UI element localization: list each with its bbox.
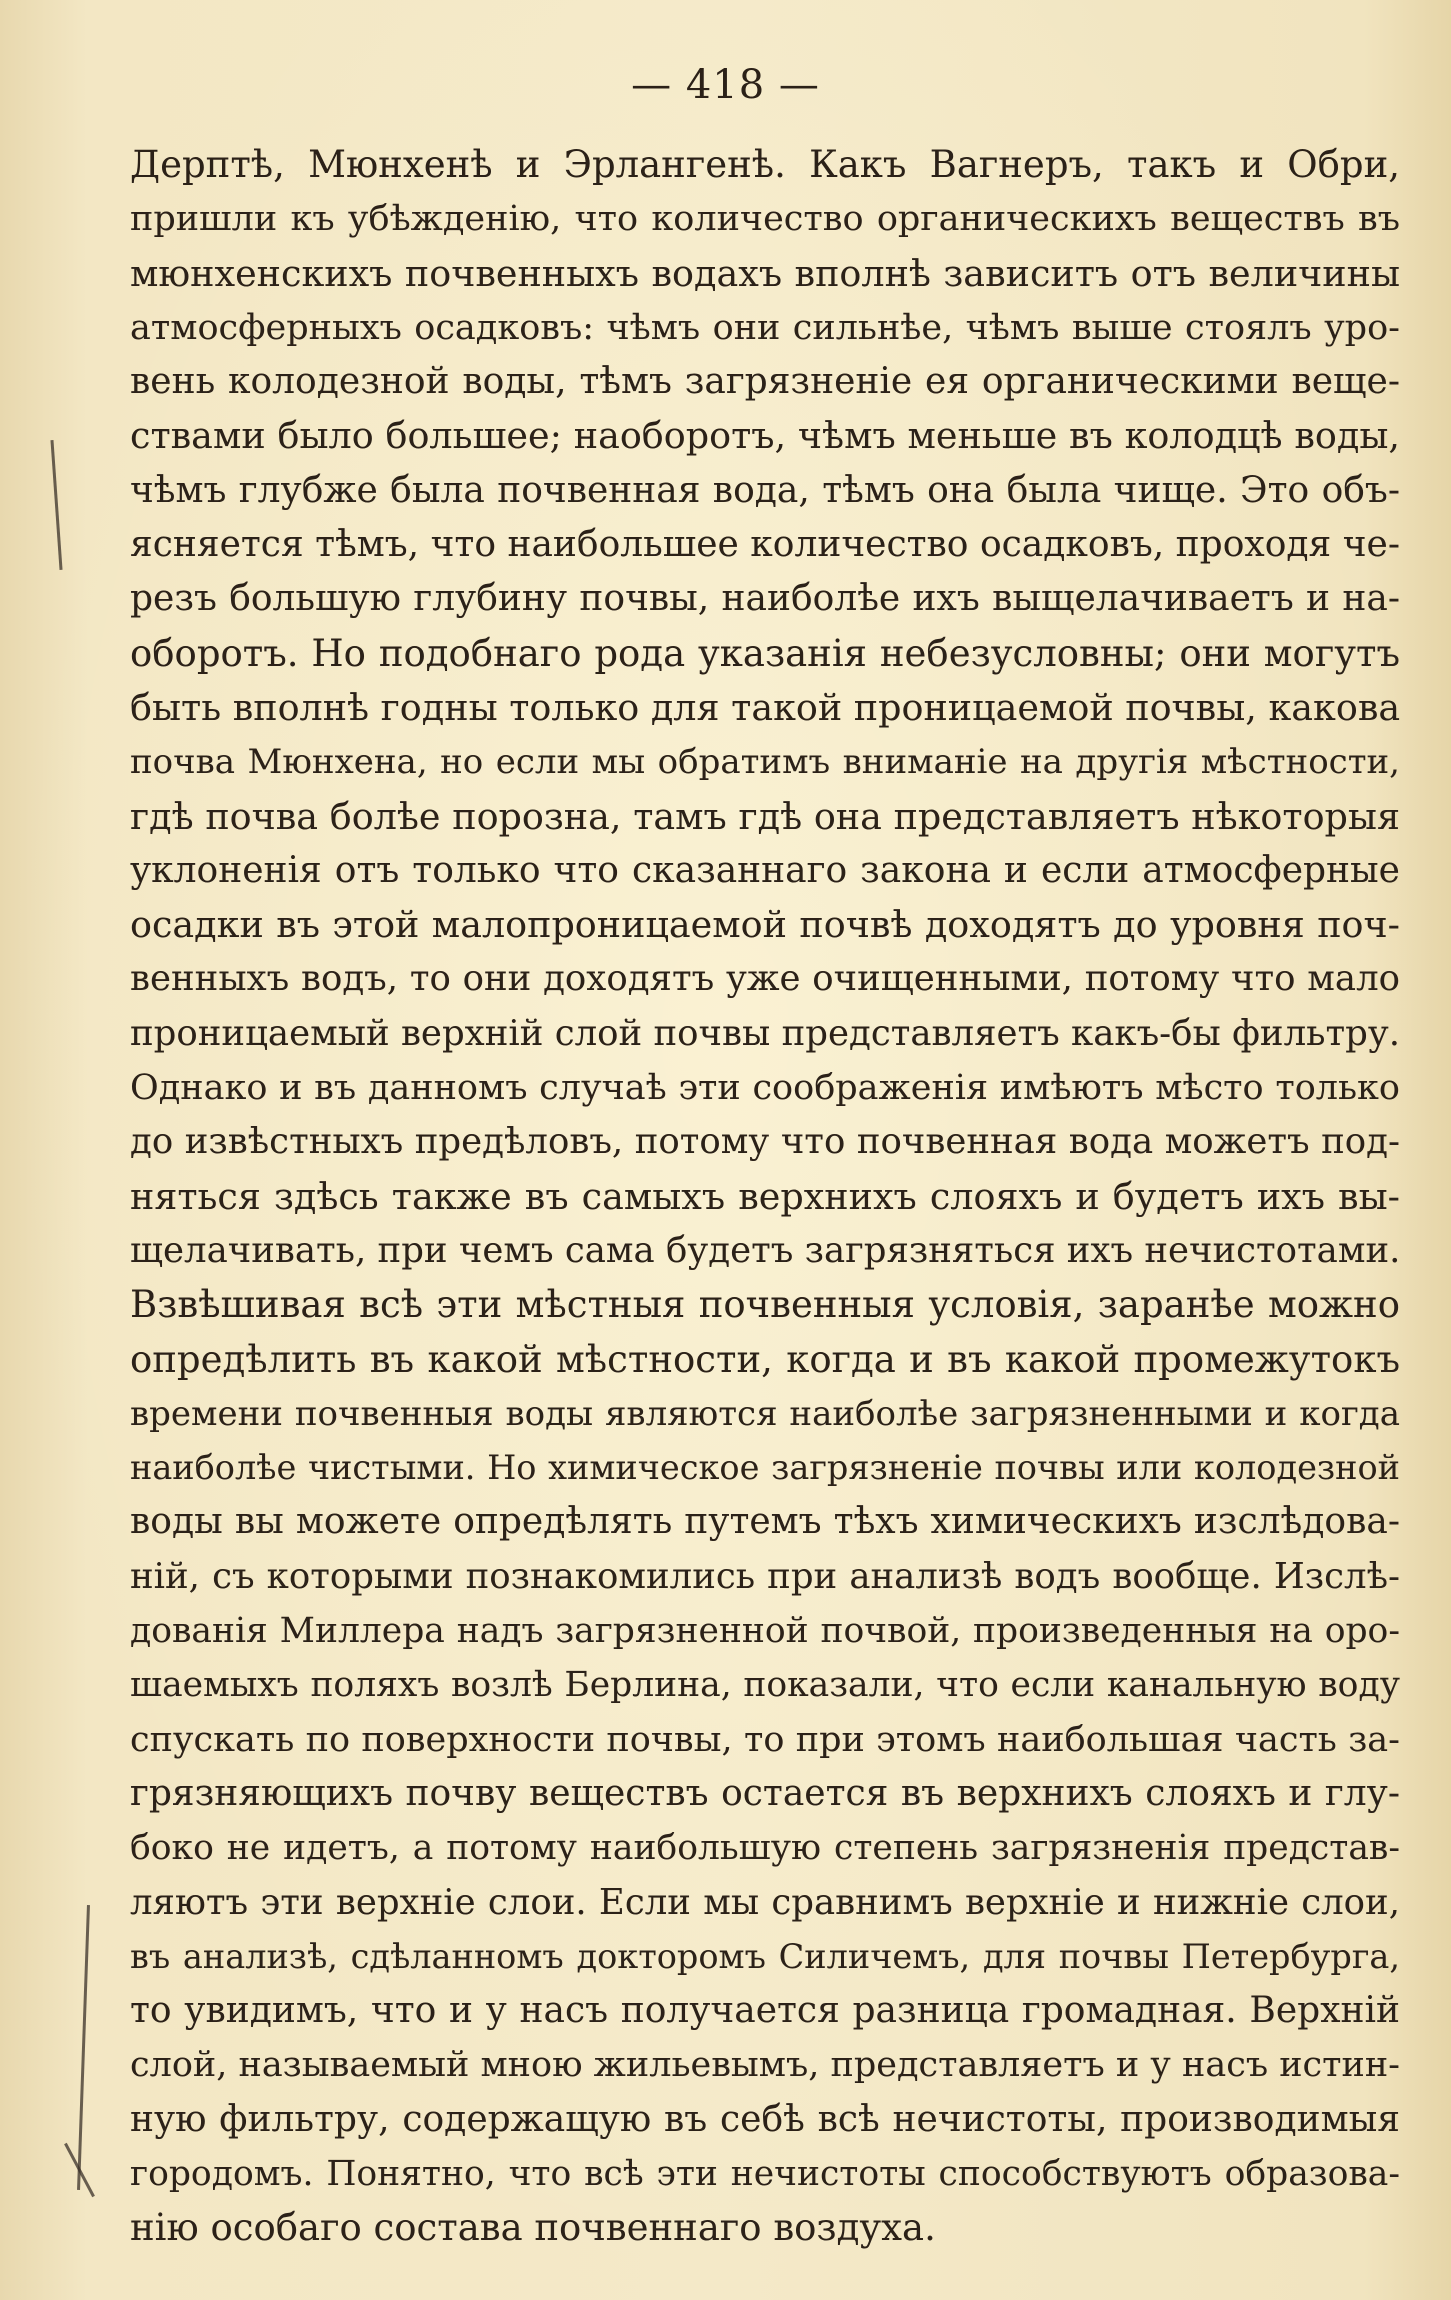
text-line: быть вполнѣ годны только для такой проницаемой почвы, какова: [130, 685, 1400, 729]
text-line: ствами было большее; наоборотъ, чѣмъ меньше въ колодцѣ воды,: [130, 414, 1400, 458]
text-line: то увидимъ, что и у насъ получается разница громадная. Верхній: [130, 1990, 1400, 2032]
text-line: осадки въ этой малопроницаемой почвѣ доходятъ до уровня поч-: [130, 903, 1400, 947]
text-line: въ анализѣ, сдѣланномъ докторомъ Силичемъ, для почвы Петербурга,: [130, 1936, 1400, 1976]
text-line: шаемыхъ поляхъ возлѣ Берлина, показали, что если канальную воду: [130, 1665, 1400, 1706]
text-line: Однако и въ данномъ случаѣ эти соображенія имѣютъ мѣсто только: [130, 1068, 1400, 1109]
text-line: опредѣлить въ какой мѣстности, когда и въ какой промежутокъ: [130, 1337, 1400, 1381]
text-line: чѣмъ глубже была почвенная вода, тѣмъ она была чище. Это объ-: [130, 469, 1400, 511]
text-line: нію особаго состава почвеннаго воздуха.: [130, 2206, 936, 2250]
text-line: оборотъ. Но подобнаго рода указанія небезусловны; они могутъ: [130, 631, 1400, 675]
text-line: наиболѣе чистыми. Но химическое загрязненіе почвы или колодезной: [130, 1448, 1400, 1488]
text-line: уклоненія отъ только что сказаннаго закона и если атмосферные: [130, 849, 1400, 891]
text-line: гдѣ почва болѣе порозна, тамъ гдѣ она представляетъ нѣкоторыя: [130, 794, 1400, 838]
margin-pencil-mark: [50, 440, 62, 570]
text-line: городомъ. Понятно, что всѣ эти нечистоты способствуютъ образова-: [130, 2153, 1400, 2194]
text-line: резъ большую глубину почвы, наиболѣе ихъ выщелачиваетъ и на-: [130, 578, 1400, 620]
text-line: атмосферныхъ осадковъ: чѣмъ они сильнѣе, чѣмъ выше стоялъ уро-: [130, 307, 1400, 348]
text-line: времени почвенныя воды являются наиболѣе загрязненными и когда: [130, 1393, 1400, 1434]
text-line: мюнхенскихъ почвенныхъ водахъ вполнѣ зависитъ отъ величины: [130, 251, 1400, 295]
text-line: ній, съ которыми познакомились при анализѣ водъ вообще. Изслѣ-: [130, 1555, 1400, 1597]
text-line: вень колодезной воды, тѣмъ загрязненіе ея органическими веще-: [130, 361, 1400, 403]
text-line: боко не идетъ, а потому наибольшую степень загрязненія представ-: [130, 1828, 1400, 1869]
text-line: ясняется тѣмъ, что наибольшее количество осадковъ, проходя че-: [130, 524, 1400, 566]
text-line: няться здѣсь также въ самыхъ верхнихъ слояхъ и будетъ ихъ вы-: [130, 1174, 1400, 1218]
text-line: пришли къ убѣжденію, что количество органическихъ веществъ въ: [130, 199, 1400, 240]
text-line: щелачивать, при чемъ сама будетъ загрязняться ихъ нечистотами.: [130, 1229, 1400, 1271]
text-line: воды вы можете опредѣлять путемъ тѣхъ химическихъ изслѣдова-: [130, 1501, 1400, 1543]
text-line: Дерптѣ, Мюнхенѣ и Эрлангенѣ. Какъ Вагнеръ, такъ и Обри,: [130, 143, 1400, 186]
text-line: грязняющихъ почву веществъ остается въ верхнихъ слояхъ и глу-: [130, 1772, 1400, 1814]
text-line: Взвѣшивая всѣ эти мѣстныя почвенныя условія, заранѣе можно: [130, 1283, 1400, 1327]
text-line: до извѣстныхъ предѣловъ, потому что почвенная вода можетъ под-: [130, 1121, 1400, 1163]
text-line: почва Мюнхена, но если мы обратимъ вниманіе на другія мѣстности,: [130, 742, 1400, 783]
text-line: слой, называемый мною жильевымъ, представляетъ и у насъ истин-: [130, 2045, 1400, 2086]
body-text: [130, 138, 1400, 2256]
page-number: — 418 —: [631, 62, 820, 108]
text-line: ную фильтру, содержащую въ себѣ всѣ нечистоты, производимыя: [130, 2098, 1400, 2140]
margin-pencil-mark: [77, 1905, 90, 2190]
text-line: дованія Миллера надъ загрязненной почвой, произведенныя на оро-: [130, 1611, 1400, 1652]
text-line: спускать по поверхности почвы, то при этомъ наибольшая часть за-: [130, 1719, 1400, 1760]
text-line: венныхъ водъ, то они доходятъ уже очищенными, потому что мало: [130, 958, 1400, 1000]
text-line: ляютъ эти верхніе слои. Если мы сравнимъ верхніе и нижніе слои,: [130, 1881, 1400, 1923]
text-line: проницаемый верхній слой почвы представляетъ какъ-бы фильтру.: [130, 1012, 1400, 1054]
